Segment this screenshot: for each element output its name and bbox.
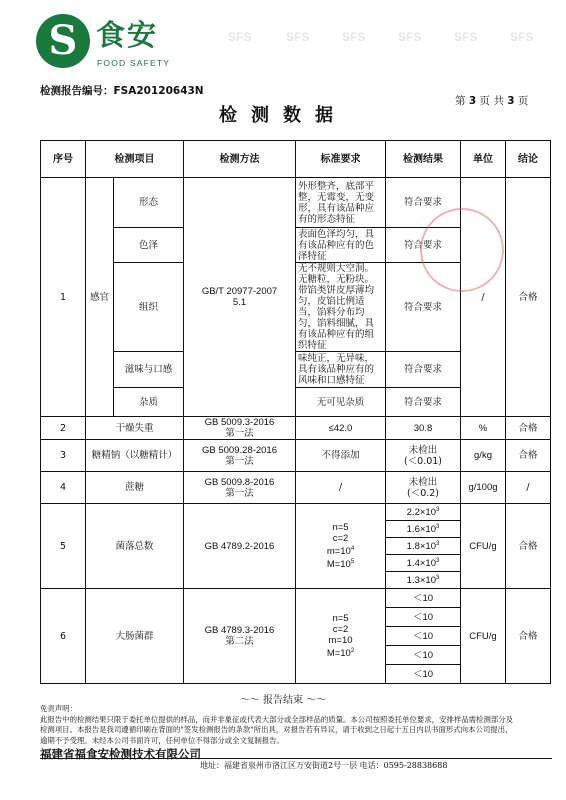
row-standard: n=5 c=2 m=10 $M=10^2$ bbox=[296, 589, 386, 684]
row-method: GB 4789.3-2016 第二法 bbox=[184, 589, 296, 684]
watermark: SFS bbox=[510, 30, 534, 44]
row-no: 6 bbox=[41, 589, 86, 684]
company-address: 地址：福建省泉州市洛江区万安街道2号一层 电话：0595-28838688 bbox=[200, 761, 448, 770]
sub-standard: 无不规则大空洞。无糖粒，无粉块。带馅类饼皮厚薄均匀，皮馅比例适当，馅料分布均匀，馅料细腻，具有该品种应有的组织特征 bbox=[296, 263, 386, 352]
result-value: ＜10 bbox=[386, 665, 461, 684]
sub-standard: 无可见杂质 bbox=[296, 388, 386, 417]
logo-letter: S bbox=[48, 17, 78, 64]
row-no: 1 bbox=[41, 178, 86, 417]
row-unit: CFU/g bbox=[461, 589, 506, 684]
row-unit: CFU/g bbox=[461, 504, 506, 589]
row-conclusion: 合格 bbox=[506, 178, 551, 417]
row-conclusion: 合格 bbox=[506, 417, 551, 440]
col-header-method: 检测方法 bbox=[184, 141, 296, 178]
row-no: 4 bbox=[41, 472, 86, 504]
row-item: 糖精钠（以糖精计） bbox=[86, 440, 184, 472]
report-number: 检测报告编号：FSA20120643N bbox=[40, 85, 204, 97]
company-name: 福建省福食安检测技术有限公司 bbox=[40, 747, 201, 761]
row-conclusion: 合格 bbox=[506, 504, 551, 589]
sub-standard: 表面色泽均匀，具有该品种应有的色泽特征 bbox=[296, 228, 386, 263]
row-no: 5 bbox=[41, 504, 86, 589]
official-seal bbox=[420, 208, 504, 292]
row-method: GB/T 20977-2007 5.1 bbox=[184, 178, 296, 417]
sub-item: 杂质 bbox=[114, 388, 184, 417]
row-standard: 不得添加 bbox=[296, 440, 386, 472]
table-row bbox=[41, 589, 551, 608]
report-end-marker: ～～ 报告结束 ～～ bbox=[239, 695, 327, 706]
row-unit: / bbox=[461, 178, 506, 417]
page-title: 检测数据 bbox=[219, 105, 347, 126]
result-value: $1.3\times 10^3$ bbox=[386, 572, 461, 589]
row-unit: g/100g bbox=[461, 472, 506, 504]
row-method: GB 4789.2-2016 bbox=[184, 504, 296, 589]
row-unit: g/kg bbox=[461, 440, 506, 472]
row-group: 感官 bbox=[86, 178, 114, 417]
table-row bbox=[41, 472, 551, 504]
row-method: GB 5009.28-2016 第一法 bbox=[184, 440, 296, 472]
sub-standard: 外形整齐，底部平整，无霉变，无变形，具有该品种应有的形态特征 bbox=[296, 178, 386, 228]
row-item: 大肠菌群 bbox=[86, 589, 184, 684]
brand-name-cn: 食安 bbox=[96, 18, 159, 52]
disclaimer-title: 免责声明： bbox=[40, 704, 77, 713]
sub-item: 色泽 bbox=[114, 228, 184, 263]
row-standard: / bbox=[296, 472, 386, 504]
row-standard: ≤42.0 bbox=[296, 417, 386, 440]
row-conclusion: / bbox=[506, 472, 551, 504]
result-value: ＜10 bbox=[386, 627, 461, 646]
col-header-conclusion: 结论 bbox=[506, 141, 551, 178]
table-row bbox=[41, 417, 551, 440]
row-result: 30.8 bbox=[386, 417, 461, 440]
col-header-unit: 单位 bbox=[461, 141, 506, 178]
disclaimer bbox=[40, 704, 552, 746]
disclaimer-line: 检测项目。本报告是我司遵循印刷在背面的"签发检测报告的条款"所出具，对报告若有异议，请于收到之日起十五日内以书面形式向本公司提出， bbox=[40, 725, 513, 734]
brand-name-en: FOOD SAFETY bbox=[97, 58, 171, 68]
col-header-item: 检测项目 bbox=[86, 141, 184, 178]
footer-divider bbox=[40, 758, 552, 759]
result-value: $1.8\times 10^3$ bbox=[386, 538, 461, 555]
table-row bbox=[41, 440, 551, 472]
row-item: 菌落总数 bbox=[86, 504, 184, 589]
result-value: ＜10 bbox=[386, 608, 461, 627]
sub-result: 符合要求 bbox=[386, 263, 461, 352]
row-method: GB 5009.8-2016 第一法 bbox=[184, 472, 296, 504]
watermark: SFS bbox=[228, 30, 252, 44]
sub-result: 符合要求 bbox=[386, 228, 461, 263]
table-row bbox=[41, 504, 551, 521]
row-item: 蔗糖 bbox=[86, 472, 184, 504]
disclaimer-line: 逾期不予受理。未经本公司书面许可，任何单位不得部分或全文复制报告。 bbox=[40, 735, 284, 745]
result-value: $1.6\times 10^3$ bbox=[386, 521, 461, 538]
result-value: ＜10 bbox=[386, 589, 461, 608]
result-value: $1.4\times 10^3$ bbox=[386, 555, 461, 572]
row-item: 干燥失重 bbox=[86, 417, 184, 440]
sub-item: 滋味与口感 bbox=[114, 352, 184, 388]
col-header-result: 检测结果 bbox=[386, 141, 461, 178]
row-result: 未检出 (＜0.2) bbox=[386, 472, 461, 504]
watermark: SFS bbox=[342, 30, 366, 44]
sub-result: 符合要求 bbox=[386, 352, 461, 388]
watermark: SFS bbox=[454, 30, 478, 44]
disclaimer-line: 此报告中的检测结果只限于委托单位提供的样品，而并非象征或代表大部分或全部样品的质量。本公司按照委托单位要求，安排样品需检测部分及 bbox=[40, 714, 514, 724]
page-indicator: 第 3 页 共 3 页 bbox=[455, 95, 529, 107]
sub-result: 符合要求 bbox=[386, 178, 461, 228]
row-no: 3 bbox=[41, 440, 86, 472]
watermark: SFS bbox=[398, 30, 422, 44]
row-conclusion: 合格 bbox=[506, 589, 551, 684]
sub-item: 形态 bbox=[114, 178, 184, 228]
sub-result: 符合要求 bbox=[386, 388, 461, 417]
row-standard: n=5 c=2 $m=10^4$ $M=10^5$ bbox=[296, 504, 386, 589]
row-method: GB 5009.3-2016 第一法 bbox=[184, 417, 296, 440]
watermark: SFS bbox=[286, 30, 310, 44]
row-conclusion: 合格 bbox=[506, 440, 551, 472]
table-header-row bbox=[41, 141, 551, 178]
col-header-standard: 标准要求 bbox=[296, 141, 386, 178]
row-no: 2 bbox=[41, 417, 86, 440]
sub-item: 组织 bbox=[114, 263, 184, 352]
result-value: ＜10 bbox=[386, 646, 461, 665]
sub-standard: 味纯正，无异味，具有该品种应有的风味和口感特征 bbox=[296, 352, 386, 388]
result-value: $2.2\times 10^3$ bbox=[386, 504, 461, 521]
row-unit: % bbox=[461, 417, 506, 440]
col-header-no: 序号 bbox=[41, 141, 86, 178]
row-result: 未检出 (＜0.01) bbox=[386, 440, 461, 472]
